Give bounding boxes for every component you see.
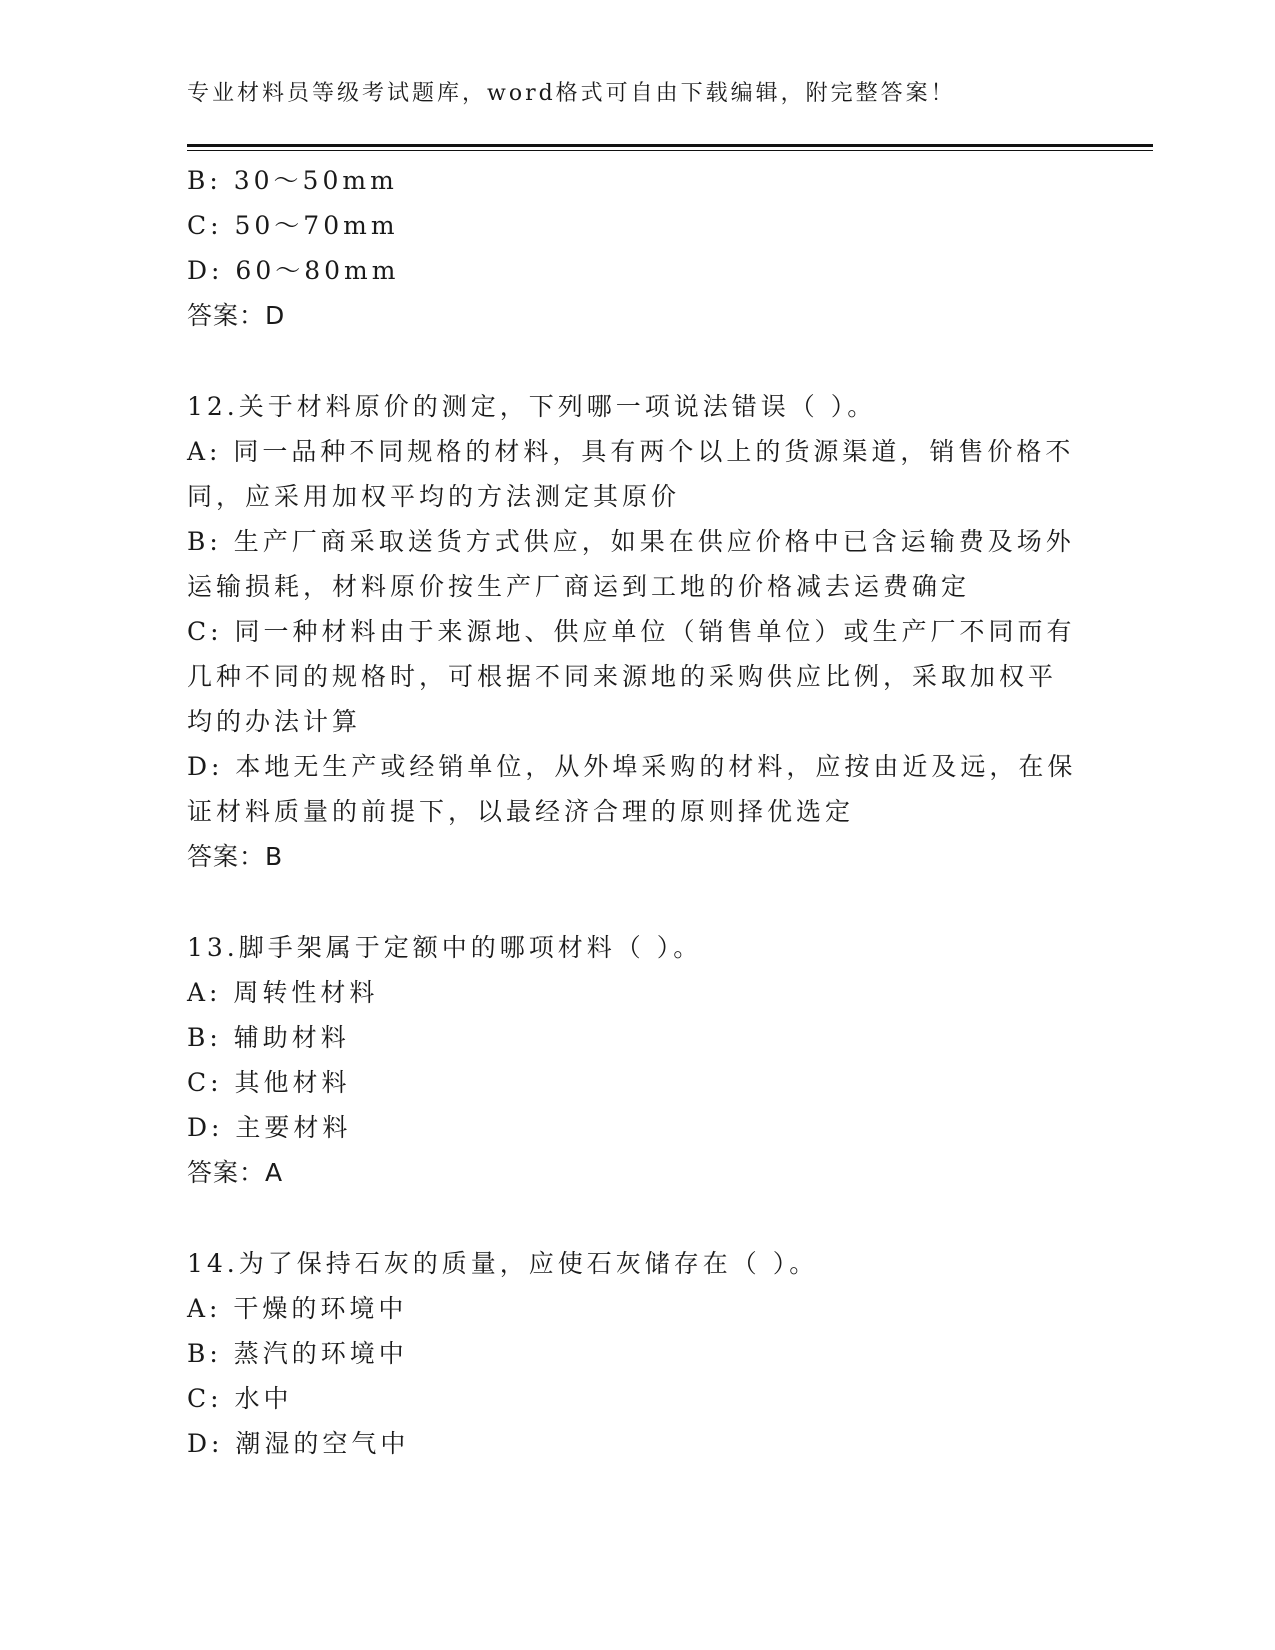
question-content [187,158,1087,1466]
option-a: A: 周转性材料 [187,978,379,1007]
option-b-line-1: B: 生产厂商采取送货方式供应，如果在供应价格中已含运输费及场外 [187,527,1075,556]
option-c-line-1: C: 同一种材料由于来源地、供应单位（销售单位）或生产厂不同而有 [187,617,1076,646]
option-d-line-2: 证材料质量的前提下，以最经济合理的原则择优选定 [187,797,855,826]
question-11-tail [187,158,1087,338]
question-13 [187,925,1087,1195]
option-c: C: 50～70mm [187,211,399,240]
option-d: D: 潮湿的空气中 [187,1429,410,1458]
answer-line: 答案：D [187,301,286,330]
option-c-line-2: 几种不同的规格时，可根据不同来源地的采购供应比例，采取加权平 [187,662,1058,691]
option-b: B: 蒸汽的环境中 [187,1339,408,1368]
header-rule-thin [187,150,1153,151]
question-stem: 14.为了保持石灰的质量，应使石灰储存在（ ）。 [187,1249,819,1278]
option-c: C: 其他材料 [187,1068,351,1097]
option-a-line-2: 同，应采用加权平均的方法测定其原价 [187,482,681,511]
question-stem: 13.脚手架属于定额中的哪项材料（ ）。 [187,933,703,962]
spacer [187,1195,1087,1241]
option-d-line-1: D: 本地无生产或经销单位，从外埠采购的材料，应按由近及远，在保 [187,752,1077,781]
option-b: B: 30～50mm [187,166,398,195]
header-rule-thick [187,144,1153,147]
option-d: D: 主要材料 [187,1113,352,1142]
spacer [187,879,1087,925]
page-header: 专业材料员等级考试题库，word格式可自由下载编辑，附完整答案！ [187,81,956,106]
option-b: B: 辅助材料 [187,1023,350,1052]
option-c: C: 水中 [187,1384,293,1413]
question-14 [187,1241,1087,1466]
question-stem: 12.关于材料原价的测定，下列哪一项说法错误（ ）。 [187,392,877,421]
answer-line: 答案：B [187,842,284,871]
option-a-line-1: A: 同一品种不同规格的材料，具有两个以上的货源渠道，销售价格不 [187,437,1075,466]
option-b-line-2: 运输损耗，材料原价按生产厂商运到工地的价格减去运费确定 [187,572,971,601]
spacer [187,338,1087,384]
answer-line: 答案：A [187,1158,284,1187]
question-12 [187,384,1087,879]
option-c-line-3: 均的办法计算 [187,707,362,736]
option-a: A: 干燥的环境中 [187,1294,408,1323]
option-d: D: 60～80mm [187,256,400,285]
